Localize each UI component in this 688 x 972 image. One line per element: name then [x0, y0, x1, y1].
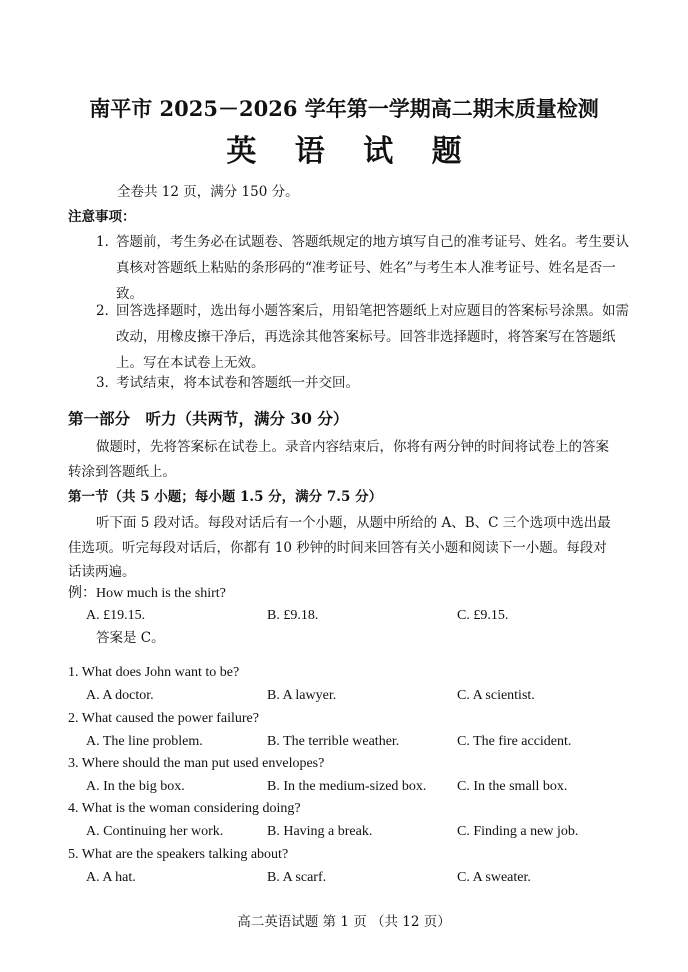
- question-3-option-b: B. In the medium-sized box.: [267, 779, 427, 794]
- note-text: 考试结束，将本试卷和答题纸一并交回。: [116, 375, 359, 391]
- example-answer: 答案是 C。: [96, 630, 165, 646]
- section1-instruction-line3: 话读两遍。: [68, 564, 136, 580]
- question-2: 2. What caused the power failure?: [68, 711, 259, 726]
- example-option-b: B. £9.18.: [267, 608, 319, 623]
- question-1-option-c: C. A scientist.: [457, 688, 535, 703]
- question-1-option-b: B. A lawyer.: [267, 688, 337, 703]
- example-option-a: A. £19.15.: [86, 608, 146, 623]
- page-footer: 高二英语试题 第 1 页 （共 12 页）: [237, 914, 451, 930]
- question-5: 5. What are the speakers talking about?: [68, 847, 289, 862]
- section1-heading: 第一节（共 5 小题；每小题 1.5 分，满分 7.5 分）: [68, 489, 383, 505]
- example-question: 例：How much is the shirt?: [68, 586, 226, 601]
- section1-instruction-line2: 佳选项。听完每段对话后，你都有 10 秒钟的时间来回答有关小题和阅读下一小题。每段对: [68, 540, 607, 556]
- section1-instruction-line1: 听下面 5 段对话。每段对话后有一个小题，从题中所给的 A、B、C 三个选项中选出最: [96, 515, 611, 531]
- question-2-option-b: B. The terrible weather.: [267, 734, 400, 749]
- part1-instruction-line2: 转涂到答题纸上。: [68, 464, 176, 480]
- part1-instruction-line1: 做题时，先将答案标在试卷上。录音内容结束后，你将有两分钟的时间将试卷上的答案: [96, 439, 609, 455]
- question-4-option-b: B. Having a break.: [267, 824, 373, 839]
- question-5-option-c: C. A sweater.: [457, 870, 531, 885]
- question-3-option-a: A. In the big box.: [86, 779, 185, 794]
- question-5-option-a: A. A hat.: [86, 870, 136, 885]
- subject-title: 英 语 试 题: [226, 134, 476, 169]
- question-4: 4. What is the woman considering doing?: [68, 801, 301, 816]
- note-number: 3．: [96, 375, 119, 391]
- example-option-c: C. £9.15.: [457, 608, 509, 623]
- note-item-3: [96, 370, 636, 396]
- question-2-option-c: C. The fire accident.: [457, 734, 572, 749]
- notes-heading: 注意事项：: [68, 209, 136, 225]
- question-3: 3. Where should the man put used envelopes?: [68, 756, 325, 771]
- note-text: 答题前，考生务必在试题卷、答题纸规定的地方填写自己的准考证号、姓名。考生要认真核对答题纸上粘贴的条形码的“准考证号、姓名”与考生本人准考证号、姓名是否一致。: [116, 234, 629, 302]
- question-4-option-a: A. Continuing her work.: [86, 824, 224, 839]
- question-2-option-a: A. The line problem.: [86, 734, 203, 749]
- note-number: 2．: [96, 303, 119, 319]
- note-item-2: [96, 298, 636, 376]
- question-4-option-c: C. Finding a new job.: [457, 824, 579, 839]
- question-1-option-a: A. A doctor.: [86, 688, 154, 703]
- note-number: 1．: [96, 234, 119, 250]
- exam-title: 南平市 2025－2026 学年第一学期高二期末质量检测: [89, 96, 599, 121]
- part1-heading: 第一部分 听力（共两节，满分 30 分）: [68, 409, 349, 428]
- question-1: 1. What does John want to be?: [68, 665, 240, 680]
- note-text: 回答选择题时，选出每小题答案后，用铅笔把答题纸上对应题目的答案标号涂黑。如需改动，用橡皮擦干净后，再选涂其他答案标号。回答非选择题时，将答案写在答题纸上。写在本试卷上无效。: [116, 303, 629, 371]
- intro-text: 全卷共 12 页，满分 150 分。: [117, 184, 299, 200]
- question-5-option-b: B. A scarf.: [267, 870, 327, 885]
- question-3-option-c: C. In the small box.: [457, 779, 568, 794]
- note-item-1: [96, 229, 636, 307]
